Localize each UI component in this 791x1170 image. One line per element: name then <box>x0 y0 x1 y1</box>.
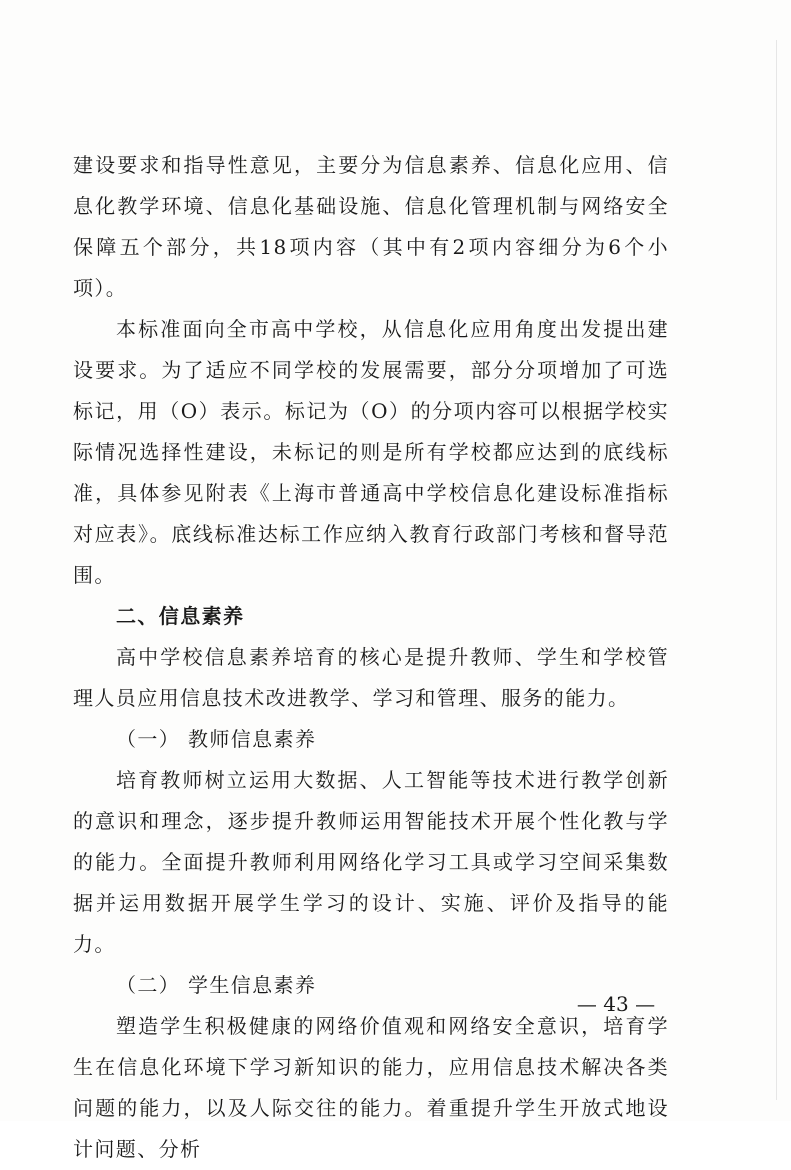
paragraph-student-literacy: 塑造学生积极健康的网络价值观和网络安全意识，培育学生在信息化环境下学习新知识的能力，应用信息技术解决各类问题的能力，以及人际交往的能力。着重提升学生开放式地设计问题、分析 <box>73 1014 669 1161</box>
paragraph-standard-scope: 本标准面向全市高中学校，从信息化应用角度出发提出建设要求。为了适应不同学校的发展需要，部分分项增加了可选标记，用（O）表示。标记为（O）的分项内容可以根据学校实际情况选择性建设，未标记的则是所有学校都应达到的底线标准，具体参见附表《上海市普通高中学校信息化建设标准指标对应表》。底线标准达标工作应纳入教育行政部门考核和督导范围。 <box>73 317 669 587</box>
page-number: — 43 — <box>576 992 656 1016</box>
subsection-heading-student-literacy: （二） 学生信息素养 <box>116 973 317 997</box>
scan-edge-line <box>776 40 777 1100</box>
paragraph-literacy-core: 高中学校信息素养培育的核心是提升教师、学生和学校管理人员应用信息技术改进教学、学习和管理、服务的能力。 <box>73 645 669 710</box>
paragraph-continuation: 建设要求和指导性意见，主要分为信息素养、信息化应用、信息化教学环境、信息化基础设施、信息化管理机制与网络安全保障五个部分，共18项内容（其中有2项内容细分为6个小项）。 <box>73 153 669 300</box>
section-heading-information-literacy: 二、信息素养 <box>116 604 245 628</box>
subsection-heading-teacher-literacy: （一） 教师信息素养 <box>116 727 317 751</box>
paragraph-teacher-literacy: 培育教师树立运用大数据、人工智能等技术进行教学创新的意识和理念，逐步提升教师运用智能技术开展个性化教与学的能力。全面提升教师利用网络化学习工具或学习空间采集数据并运用数据开展学生学习的设计、实施、评价及指导的能力。 <box>73 768 669 956</box>
